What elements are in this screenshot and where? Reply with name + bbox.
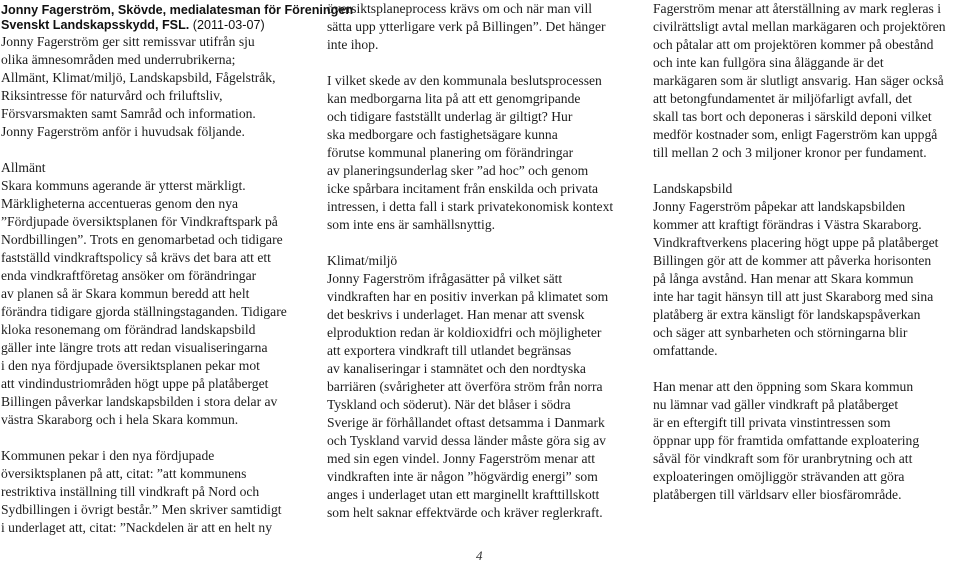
column-right	[653, 0, 958, 504]
text-line: som inte ens är samhällsnyttig.	[327, 217, 496, 232]
text-line: Allmänt	[1, 160, 46, 175]
text-line: omfattande.	[653, 343, 718, 358]
text-line: platåbergen till världsarv eller biosfärområde.	[653, 487, 902, 502]
text-line: Klimat/miljö	[327, 253, 398, 268]
entry-header	[1, 0, 354, 33]
text-line: Landskapsbild	[653, 181, 733, 196]
text-line: Jonny Fagerström ifrågasätter på vilket sätt	[327, 271, 563, 286]
header-line-1: Jonny Fagerström, Skövde, medialatesman för Föreningen	[1, 3, 354, 17]
text-line: i underlaget att, citat: ”Nackdelen är att en helt ny	[1, 520, 272, 535]
text-line: nu lämnar vad gäller vindkraft på platåberget	[653, 397, 899, 412]
text-line: anges i underlaget utan ett marginellt krafttillskott	[327, 487, 600, 502]
text-line: Billingen gör att de kommer att påverka horisonten	[653, 253, 932, 268]
column-middle	[327, 0, 627, 522]
kommunen-paragraph	[1, 447, 311, 537]
text-line: på långa avstånd. Han menar att Skara kommun	[653, 271, 914, 286]
text-line: Jonny Fagerström anför i huvudsak följande.	[1, 124, 245, 139]
text-line: och inte kan fullgöra sina åläggande är det	[653, 55, 884, 70]
text-line: gäller inte längre trots att redan visualiseringarna	[1, 340, 268, 355]
text-line: markägaren som är slutligt ansvarig. Han säger också	[653, 73, 944, 88]
text-line: enda vindkraftföretag ansöker om förändringar	[1, 268, 257, 283]
continued-paragraph	[327, 0, 627, 54]
paragraph-gap	[327, 54, 627, 72]
allmant-section	[1, 159, 311, 429]
beslutsprocess-paragraph	[327, 72, 627, 234]
text-line: förändra tidigare gjorda ställningstaganden. Tidigare	[1, 304, 287, 319]
text-line: barriären (svårigheter att överföra ström från norra	[327, 379, 603, 394]
text-line: Fagerström menar att återställning av mark regleras i	[653, 1, 942, 16]
text-line: Vindkraftverkens placering högt uppe på platåberget	[653, 235, 939, 250]
text-line: icke spårbara incitament från enskilda och privata	[327, 181, 598, 196]
paragraph-gap	[327, 234, 627, 252]
text-line: civilrättsligt avtal mellan markägaren och projektören	[653, 19, 946, 34]
text-line: platåberg är extra känsligt för landskapspåverkan	[653, 307, 921, 322]
text-line: intressen, i detta fall i stark privatekonomisk kontext	[327, 199, 614, 214]
text-line: elproduktion redan är koldioxidfri och möjligheter	[327, 325, 602, 340]
text-line: medför kostnader som, enligt Fagerström kan uppgå	[653, 127, 938, 142]
header-org: Svenskt Landskapsskydd, FSL.	[1, 18, 190, 32]
aterstallning-paragraph	[653, 0, 958, 162]
text-line: inte ihop.	[327, 37, 379, 52]
text-line: exploateringen omöjliggör strävanden att göra	[653, 469, 905, 484]
text-line: öppnar upp för framtida omfattande exploatering	[653, 433, 920, 448]
text-line: I vilket skede av den kommunala beslutsprocessen	[327, 73, 602, 88]
paragraph-gap	[653, 162, 958, 180]
text-line: kloka resonemang om förändrad landskapsbild	[1, 322, 256, 337]
text-line: Försvarsmakten samt Samråd och information.	[1, 106, 256, 121]
text-line: är en eftergift till privata vinstintressen som	[653, 415, 891, 430]
text-line: kan medborgarna lita på att ett genomgripande	[327, 91, 581, 106]
text-line: olika ämnesområden med underrubrikerna;	[1, 52, 236, 67]
klimat-section	[327, 252, 627, 522]
text-line: det beskrivs i underlaget. Han menar att svensk	[327, 307, 585, 322]
text-line: Märkligheterna accentueras genom den nya	[1, 196, 239, 211]
text-line: ska medborgare och fastighetsägare kunna	[327, 127, 558, 142]
text-line: Nordbillingen”. Trots en genomarbetad och tidigare	[1, 232, 283, 247]
text-line: med sin egen vindel. Jonny Fagerström menar att	[327, 451, 596, 466]
text-line: förutse kommunal planering om förändringar	[327, 145, 574, 160]
text-line: Jonny Fagerström påpekar att landskapsbilden	[653, 199, 906, 214]
text-line: vindkraften inte är någon ”högvärdig energi” som	[327, 469, 598, 484]
intro-paragraph	[1, 33, 311, 141]
paragraph-gap	[1, 141, 311, 159]
header-date: (2011-03-07)	[189, 18, 265, 32]
text-line: vindkraften har en positiv inverkan på klimatet som	[327, 289, 609, 304]
text-line: som helt saknar effektvärde och kräver reglerkraft.	[327, 505, 603, 520]
text-line: inte har tagit hänsyn till att just Skaraborg med sina	[653, 289, 934, 304]
text-line: av planeringsunderlag sker ”ad hoc” och genom	[327, 163, 589, 178]
text-line: fastställd vindkraftspolicy så krävs det bara att ett	[1, 250, 271, 265]
text-line: Kommunen pekar i den nya fördjupade	[1, 448, 215, 463]
text-line: restriktiva inställning till vindkraft på Nord och	[1, 484, 260, 499]
page-number: 4	[476, 548, 483, 563]
text-line: Allmänt, Klimat/miljö, Landskapsbild, Fågelstråk,	[1, 70, 276, 85]
text-line: kommer att kraftigt förändras i Västra Skaraborg.	[653, 217, 922, 232]
text-line: och tidigare fastställt underlag är giltigt? Hur	[327, 109, 573, 124]
text-line: sätta upp ytterligare verk på Billingen”. Det hänger	[327, 19, 606, 34]
landskapsbild-section	[653, 180, 958, 360]
text-line: Billingen påverkar landskapsbilden i stora delar av	[1, 394, 278, 409]
text-line: ”Fördjupade översiktsplanen för Vindkraftspark på	[1, 214, 278, 229]
text-line: att vindindustriområden högt uppe på platåberget	[1, 376, 269, 391]
text-line: och påtalar att om projektören kommer på obestånd	[653, 37, 934, 52]
text-line: skall tas bort och deponeras i särskild deponi vilket	[653, 109, 932, 124]
paragraph-gap	[1, 429, 311, 447]
oppning-paragraph	[653, 378, 958, 504]
text-line: Jonny Fagerström ger sitt remissvar utifrån sju	[1, 34, 255, 49]
text-line: till mellan 2 och 3 miljoner kronor per fundament.	[653, 145, 927, 160]
text-line: och säger att synbarheten och störningarna blir	[653, 325, 908, 340]
text-line: Riksintresse för naturvård och friluftsliv,	[1, 88, 223, 103]
text-line: att betongfundamentet är miljöfarligt avfall, det	[653, 91, 912, 106]
text-line: Tyskland och söderut). När det blåser i södra	[327, 397, 571, 412]
text-line: av kanaliseringar i stamnätet och den nordtyska	[327, 361, 586, 376]
text-line: Sydbillingen i övrigt består.” Men skriver samtidigt	[1, 502, 282, 517]
text-line: att exportera vindkraft till utlandet begränsas	[327, 343, 572, 358]
paragraph-gap	[653, 360, 958, 378]
text-line: och Tyskland varvid dessa länder måste göra sig av	[327, 433, 606, 448]
text-line: i den nya fördjupade översiktsplanen pekar mot	[1, 358, 260, 373]
text-line: av planen så är Skara kommun beredd att helt	[1, 286, 250, 301]
text-line: västra Skaraborg och i hela Skara kommun.	[1, 412, 239, 427]
text-line: Sverige är förhållandet oftast detsamma i Danmark	[327, 415, 605, 430]
text-line: Han menar att den öppning som Skara kommun	[653, 379, 914, 394]
text-line: såväl för vindkraft som för uranbrytning och att	[653, 451, 913, 466]
text-line: översiktsplaneprocess krävs om och när man vill	[327, 1, 593, 16]
header-line-2	[1, 18, 311, 33]
text-line: Skara kommuns agerande är ytterst märkligt.	[1, 178, 246, 193]
text-line: översiktsplanen på att, citat: ”att kommunens	[1, 466, 247, 481]
